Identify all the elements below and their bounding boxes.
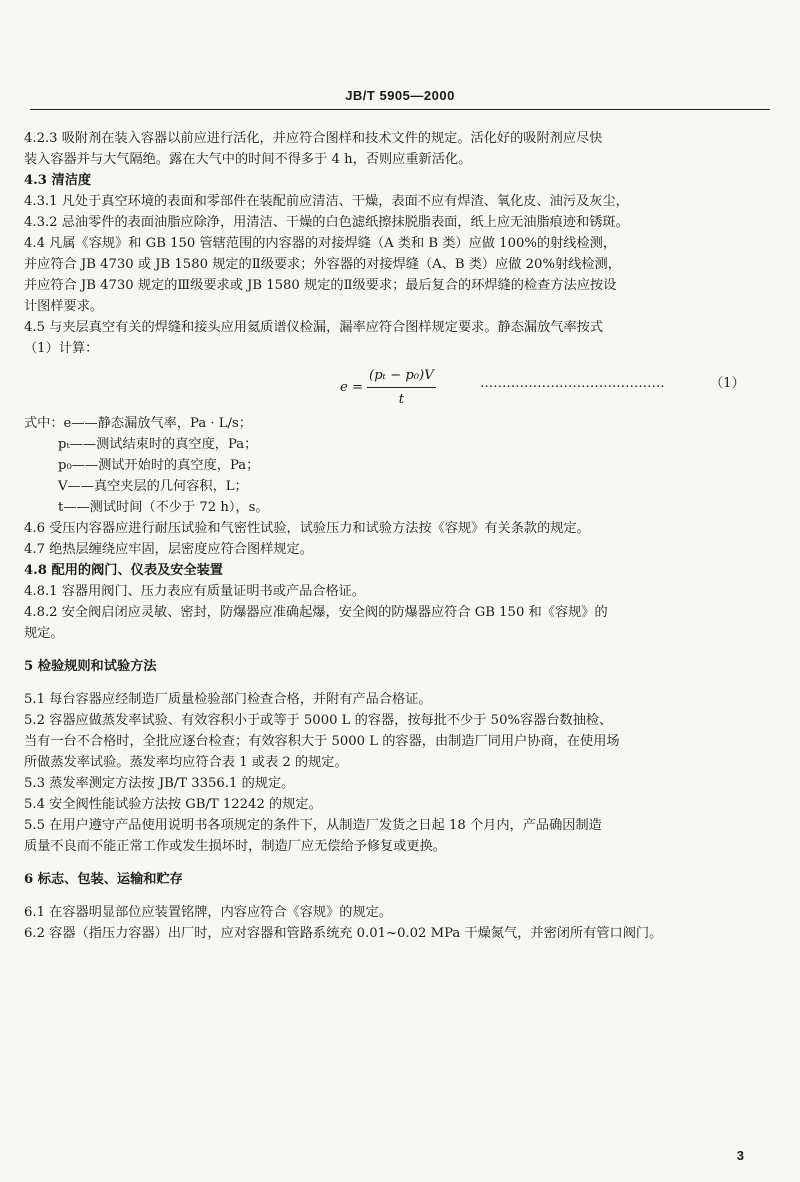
variable-definition-p0: p₀——测试开始时的真空度，Pa； (58, 458, 260, 473)
clause-4-8-2-line-1: 4.8.2 安全阀启闭应灵敏、密封，防爆器应准确起爆，安全阀的防爆器应符合 GB 150 和《容规》的 (24, 605, 608, 620)
formula-lhs: e = (340, 380, 364, 395)
document-body (24, 128, 748, 944)
clause-4-4-line-2: 并应符合 JB 4730 或 JB 1580 规定的Ⅱ级要求；外容器的对接焊缝（A、B 类）应做 20%射线检测， (24, 257, 621, 272)
clause-4-8-1: 4.8.1 容器用阀门、压力表应有质量证明书或产品合格证。 (24, 584, 366, 599)
formula-denominator: t (398, 392, 405, 407)
variable-definition-t: t——测试时间（不少于 72 h），s。 (58, 500, 269, 515)
variable-definition-pt: pₜ——测试结束时的真空度，Pa； (58, 437, 258, 452)
clause-4-2-3-line-2: 装入容器并与大气隔绝。露在大气中的时间不得多于 4 h，否则应重新活化。 (24, 152, 472, 167)
clause-5-5-line-1: 5.5 在用户遵守产品使用说明书各项规定的条件下，从制造厂发货之日起 18 个月内，产品确因制造 (24, 818, 602, 833)
variable-definition-v: V——真空夹层的几何容积，L； (58, 479, 248, 494)
clause-5-2-line-2: 当有一台不合格时，全批应逐台检查；有效容积大于 5000 L 的容器，由制造厂同用户协商，在使用场 (24, 734, 620, 749)
clause-4-7: 4.7 绝热层缠绕应牢固，层密度应符合图样规定。 (24, 542, 313, 557)
clause-4-4-line-1: 4.4 凡属《容规》和 GB 150 管辖范围的内容器的对接焊缝（A 类和 B 类）应做 100%的射线检测， (24, 236, 617, 251)
clause-4-3-2: 4.3.2 忌油零件的表面油脂应除净，用清洁、干燥的白色滤纸擦抹脱脂表面，纸上应无油脂痕迹和锈斑。 (24, 215, 629, 230)
clause-6-1: 6.1 在容器明显部位应装置铭牌，内容应符合《容规》的规定。 (24, 905, 393, 920)
clause-5-2-line-3: 所做蒸发率试验。蒸发率均应符合表 1 或表 2 的规定。 (24, 755, 348, 770)
clause-5-3: 5.3 蒸发率测定方法按 JB/T 3356.1 的规定。 (24, 776, 295, 791)
clause-4-6: 4.6 受压内容器应进行耐压试验和气密性试验，试验压力和试验方法按《容规》有关条款的规定。 (24, 521, 590, 536)
clause-5-5-line-2: 质量不良而不能正常工作或发生损坏时，制造厂应无偿给予修复或更换。 (24, 839, 446, 854)
clause-4-5-line-2: （1）计算： (24, 341, 99, 356)
clause-5-4: 5.4 安全阀性能试验方法按 GB/T 12242 的规定。 (24, 797, 322, 812)
clause-6-2: 6.2 容器（指压力容器）出厂时，应对容器和管路系统充 0.01~0.02 MPa 干燥氮气，并密闭所有管口阀门。 (24, 926, 663, 941)
page-header: JB/T 5905—2000 (30, 88, 770, 110)
section-4-8-heading: 4.8 配用的阀门、仪表及安全装置 (24, 563, 223, 578)
section-4-3-heading: 4.3 清洁度 (24, 173, 92, 188)
variable-definition-e: 式中：e——静态漏放气率，Pa · L/s； (24, 416, 252, 431)
formula-leader-dots: …………………………………… (480, 376, 665, 391)
clause-4-2-3-line-1: 4.2.3 吸附剂在装入容器以前应进行活化，并应符合图样和技术文件的规定。活化好的吸附剂应尽快 (24, 131, 603, 146)
clause-4-4-line-3: 并应符合 JB 4730 规定的Ⅲ级要求或 JB 1580 规定的Ⅱ级要求；最后复合的环焊缝的检查方法应按设 (24, 278, 617, 293)
clause-5-2-line-1: 5.2 容器应做蒸发率试验、有效容积小于或等于 5000 L 的容器，按每批不少于 50%容器台数抽检、 (24, 713, 613, 728)
page-number: 3 (736, 1148, 744, 1163)
clause-4-5-line-1: 4.5 与夹层真空有关的焊缝和接头应用氦质谱仪检漏，漏率应符合图样规定要求。静态漏放气率按式 (24, 320, 604, 335)
clause-4-8-2-line-2: 规定。 (24, 626, 64, 641)
clause-4-4-line-4: 计图样要求。 (24, 299, 104, 314)
clause-4-3-1: 4.3.1 凡处于真空环境的表面和零部件在装配前应清洁、干燥，表面不应有焊渣、氧化皮、油污及灰尘， (24, 194, 629, 209)
formula-numerator: (pₜ − p₀)V (367, 365, 436, 388)
chapter-6-heading: 6 标志、包装、运输和贮存 (24, 872, 183, 887)
formula-fraction (367, 365, 436, 410)
chapter-5-heading: 5 检验规则和试验方法 (24, 659, 157, 674)
formula-1 (24, 363, 748, 407)
formula-expression (340, 365, 436, 410)
formula-number: （1） (710, 376, 745, 391)
clause-5-1: 5.1 每台容器应经制造厂质量检验部门检查合格，并附有产品合格证。 (24, 692, 432, 707)
